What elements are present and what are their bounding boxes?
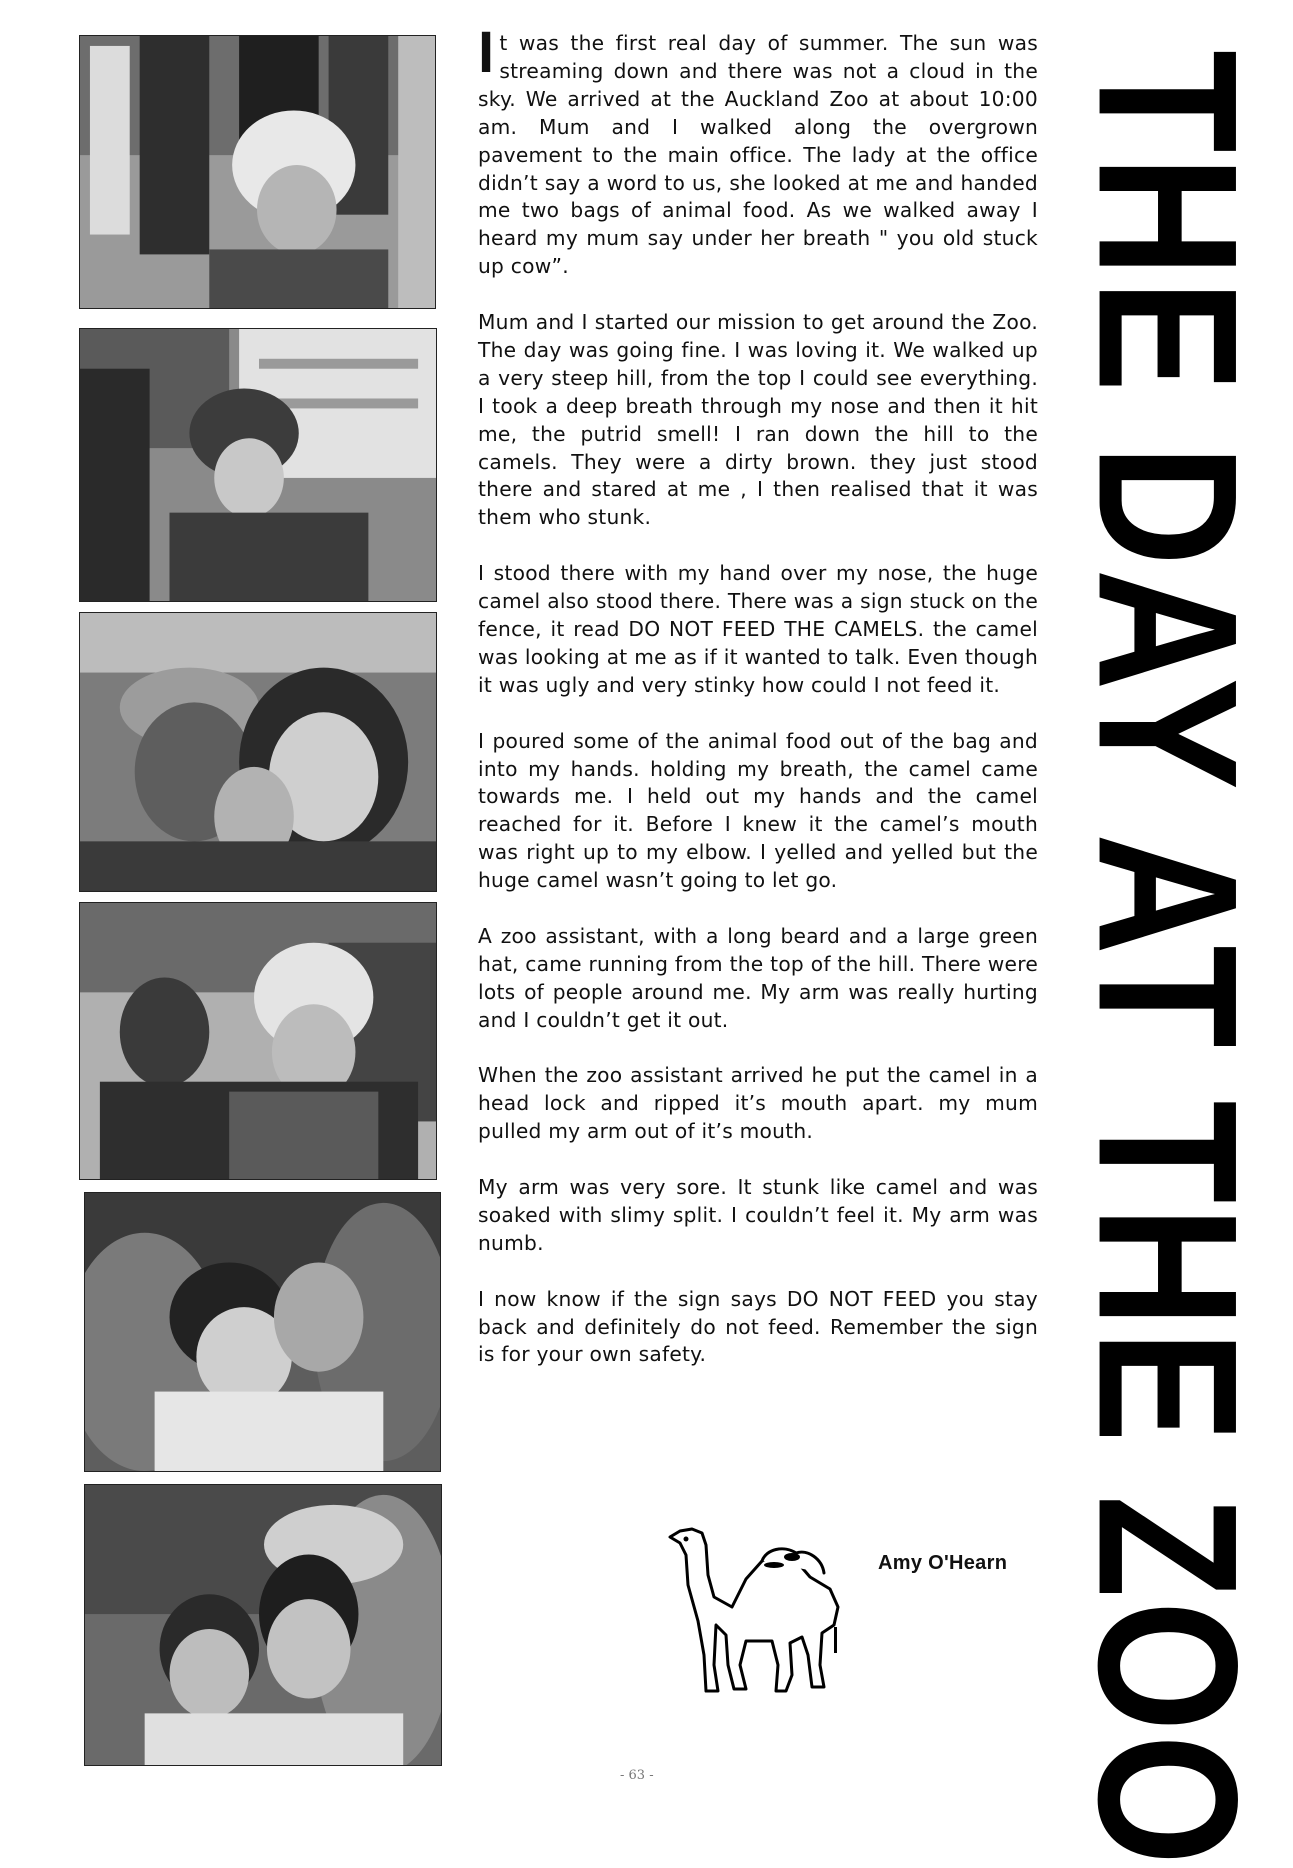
drop-cap: I: [478, 20, 495, 85]
title-column: [1057, 50, 1279, 1868]
story-paragraph-8: I now know if the sign says DO NOT FEED you stay back and definitely do not feed. Remember the sign is for your own safety.: [478, 1286, 1038, 1367]
page-title-text: THE DAY AT THE ZOO: [1057, 50, 1279, 1868]
story-paragraph-1-text: t was the first real day of summer. The sun was streaming down and there was not a cloud in the sky. We arrived at the Auckland Zoo at about 10:00 am. Mum and I walked along the overgrown pavement to the main office. The lady at the office didn’t say a word to us, she looked at me and handed me two bags of animal food. As we walked away I heard my mum say under her breath " you old stuck up cow”.: [478, 31, 1038, 279]
story-paragraph-3: I stood there with my hand over my nose, the huge camel also stood there. There was a sign stuck on the fence, it read DO NOT FEED THE CAMELS. the camel was looking at me as if it wanted to talk. Even though it was ugly and very stinky how could I not feed it.: [478, 561, 1038, 697]
story-paragraph-4: I poured some of the animal food out of the bag and into my hands. holding my breath, the camel came towards me. I held out my hands and the camel reached for it. Before I knew it the camel’s mouth was right up to my elbow. I yelled and yelled but the huge camel wasn’t going to let go.: [478, 728, 1038, 893]
photo-3: [79, 612, 437, 892]
story-body: [478, 20, 1038, 1397]
photo-6: [84, 1484, 442, 1766]
page-number: - 63 -: [620, 1768, 654, 1783]
author-byline: Amy O'Hearn: [878, 1552, 1008, 1574]
photo-2: [79, 328, 437, 602]
camel-illustration: [662, 1515, 862, 1700]
photo-1: [79, 35, 436, 309]
photo-4: [79, 902, 437, 1180]
story-paragraph-1: [478, 20, 1038, 281]
story-paragraph-7: My arm was very sore. It stunk like camel and was soaked with slimy split. I couldn’t feel it. My arm was numb.: [478, 1175, 1038, 1255]
page-title: [1057, 50, 1279, 1868]
story-paragraph-5: A zoo assistant, with a long beard and a large green hat, came running from the top of the hill. There were lots of people around me. My arm was really hurting and I couldn’t get it out.: [478, 923, 1038, 1032]
story-paragraph-2: Mum and I started our mission to get around the Zoo. The day was going fine. I was loving it. We walked up a very steep hill, from the top I could see everything. I took a deep breath through my nose and then it hit me, the putrid smell! I ran down the hill to the camels. They were a dirty brown. they just stood there and stared at me , I then realised that it was them who stunk.: [478, 310, 1038, 530]
story-paragraph-6: When the zoo assistant arrived he put the camel in a head lock and ripped it’s mouth apart. my mum pulled my arm out of it’s mouth.: [478, 1063, 1038, 1144]
photo-5: [84, 1192, 441, 1472]
